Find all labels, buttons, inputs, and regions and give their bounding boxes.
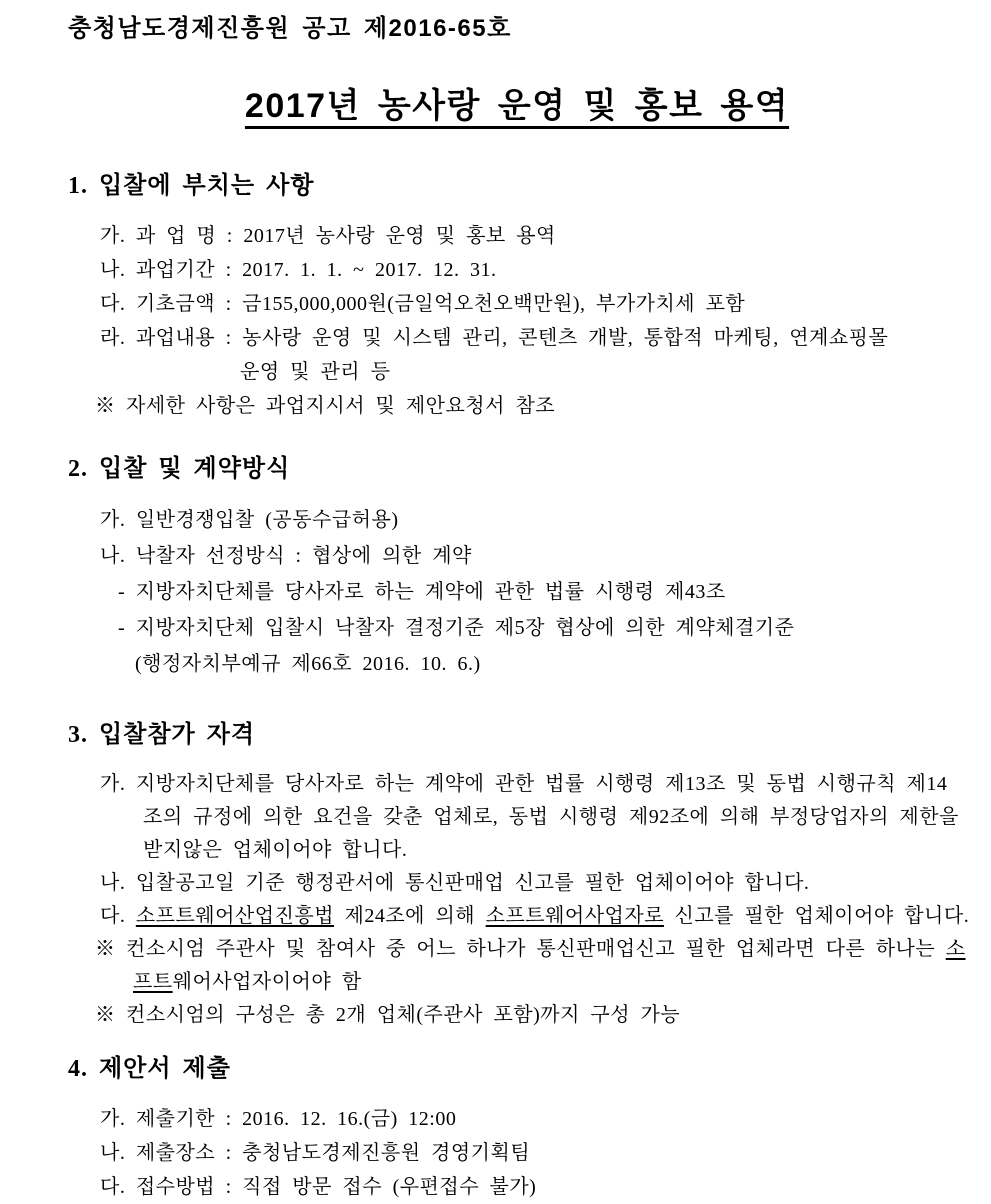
section-heading: 3. 입찰참가 자격 bbox=[68, 722, 256, 748]
line-text: 제24조에 의해 bbox=[334, 905, 486, 927]
line-label: ※ bbox=[95, 938, 126, 960]
body-line-bid-type: 가. 일반경쟁입찰 (공동수급허용) bbox=[100, 509, 399, 531]
section-heading: 4. 제안서 제출 bbox=[68, 1056, 231, 1082]
section-proposal-submission bbox=[68, 1053, 966, 1204]
body-line-submit-place: 나. 제출장소 : 충청남도경제진흥원 경영기획팀 bbox=[100, 1142, 531, 1164]
section-eligibility bbox=[68, 719, 970, 1032]
body-line-base-amount: 다. 기초금액 : 금155,000,000원(금일억오천오백만원), 부가가치세 포함 bbox=[100, 293, 746, 315]
body-line-software-reg bbox=[100, 900, 970, 933]
body-line-law-ref-2: - 지방자치단체 입찰시 낙찰자 결정기준 제5장 협상에 의한 계약체결기준 bbox=[118, 617, 795, 639]
section-body bbox=[68, 768, 970, 1032]
line-text: 웨어사업자이어야 함 bbox=[172, 971, 362, 993]
body-line-task-period: 나. 과업기간 : 2017. 1. 1. ~ 2017. 12. 31. bbox=[100, 259, 497, 281]
body-line-law-ref-2-cont: (행정자치부예규 제66호 2016. 10. 6.) bbox=[135, 653, 481, 675]
body-paragraph-eligibility-law: 가. 지방자치단체를 당사자로 하는 계약에 관한 법률 시행령 제13조 및 동법 시행규칙 제14조의 규정에 의한 요건을 갖춘 업체로, 동법 시행령 제92조에 의해 부정당업자의 제한을 받지않은 업체이어야 합니다. bbox=[100, 773, 959, 861]
title-container bbox=[68, 82, 966, 137]
section-heading: 2. 입찰 및 계약방식 bbox=[68, 456, 291, 482]
body-line-law-ref-1: - 지방자치단체를 당사자로 하는 계약에 관한 법률 시행령 제43조 bbox=[118, 581, 726, 603]
line-text: 신고를 필한 업체이어야 합니다. bbox=[664, 905, 970, 927]
line-text: 컨소시엄 주관사 및 참여사 중 어느 하나가 통신판매업신고 필한 업체라면 다른 하나는 bbox=[126, 938, 946, 960]
section-body bbox=[68, 502, 966, 682]
section-body bbox=[68, 219, 966, 423]
section-bid-matters bbox=[68, 170, 966, 423]
section-heading: 1. 입찰에 부치는 사항 bbox=[68, 173, 315, 199]
body-paragraph-consortium-note bbox=[95, 933, 966, 999]
body-line-telemarketing-reg: 나. 입찰공고일 기준 행정관서에 통신판매업 신고를 필한 업체이어야 합니다. bbox=[100, 872, 810, 894]
body-line-task-name: 가. 과 업 명 : 2017년 농사랑 운영 및 홍보 용역 bbox=[100, 225, 556, 247]
underlined-text: 소프트웨어사업자로 bbox=[485, 905, 665, 927]
section-body bbox=[68, 1102, 966, 1204]
underlined-text: 소프트웨어산업진흥법 bbox=[135, 905, 335, 927]
body-line-reference-note: ※ 자세한 사항은 과업지시서 및 제안요청서 참조 bbox=[95, 395, 556, 417]
section-contract-method bbox=[68, 453, 966, 682]
notice-number: 충청남도경제진흥원 공고 제2016-65호 bbox=[68, 15, 512, 42]
body-line-award-method: 나. 낙찰자 선정방식 : 협상에 의한 계약 bbox=[100, 545, 472, 567]
underlined-text: 소프트 bbox=[133, 938, 966, 993]
body-line-deadline: 가. 제출기한 : 2016. 12. 16.(금) 12:00 bbox=[100, 1108, 457, 1130]
line-label: 다. bbox=[100, 905, 136, 927]
body-line-task-content-cont: 운영 및 관리 등 bbox=[240, 361, 391, 383]
body-line-consortium-limit: ※ 컨소시엄의 구성은 총 2개 업체(주관사 포함)까지 구성 가능 bbox=[95, 1004, 681, 1026]
document-title: 2017년 농사랑 운영 및 홍보 용역 bbox=[244, 87, 790, 125]
body-line-task-content: 라. 과업내용 : 농사랑 운영 및 시스템 관리, 콘텐츠 개발, 통합적 마케팅, 연계쇼핑몰 bbox=[100, 327, 889, 349]
body-line-submit-method: 다. 접수방법 : 직접 방문 접수 (우편접수 불가) bbox=[100, 1176, 537, 1198]
